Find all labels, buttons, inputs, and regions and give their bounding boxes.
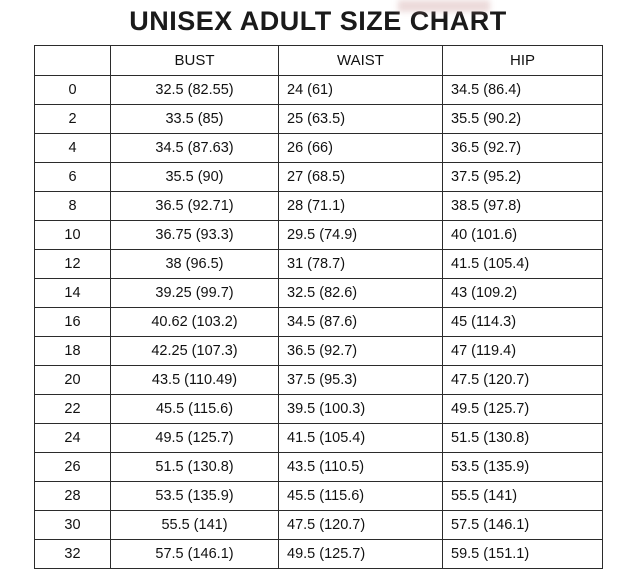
cell-bust: 49.5 (125.7) <box>111 424 279 453</box>
table-row <box>35 192 603 221</box>
table-row <box>35 366 603 395</box>
cell-waist: 26 (66) <box>279 134 443 163</box>
cell-hip: 53.5 (135.9) <box>443 453 603 482</box>
column-header-waist: WAIST <box>279 46 443 76</box>
table-row <box>35 424 603 453</box>
cell-hip: 38.5 (97.8) <box>443 192 603 221</box>
cell-hip: 36.5 (92.7) <box>443 134 603 163</box>
cell-size: 20 <box>35 366 111 395</box>
cell-hip: 47.5 (120.7) <box>443 366 603 395</box>
cell-size: 14 <box>35 279 111 308</box>
cell-size: 24 <box>35 424 111 453</box>
cell-size: 6 <box>35 163 111 192</box>
cell-bust: 33.5 (85) <box>111 105 279 134</box>
cell-hip: 55.5 (141) <box>443 482 603 511</box>
cell-waist: 34.5 (87.6) <box>279 308 443 337</box>
cell-waist: 39.5 (100.3) <box>279 395 443 424</box>
cell-waist: 24 (61) <box>279 76 443 105</box>
table-header-row <box>35 46 603 76</box>
cell-size: 10 <box>35 221 111 250</box>
table-row <box>35 337 603 366</box>
cell-hip: 51.5 (130.8) <box>443 424 603 453</box>
cell-waist: 47.5 (120.7) <box>279 511 443 540</box>
cell-hip: 49.5 (125.7) <box>443 395 603 424</box>
cell-waist: 25 (63.5) <box>279 105 443 134</box>
cell-waist: 43.5 (110.5) <box>279 453 443 482</box>
cell-waist: 41.5 (105.4) <box>279 424 443 453</box>
cell-waist: 37.5 (95.3) <box>279 366 443 395</box>
cell-hip: 57.5 (146.1) <box>443 511 603 540</box>
table-row <box>35 163 603 192</box>
table-row <box>35 105 603 134</box>
size-chart-table-wrapper <box>0 45 636 569</box>
cell-size: 8 <box>35 192 111 221</box>
cell-bust: 51.5 (130.8) <box>111 453 279 482</box>
cell-size: 28 <box>35 482 111 511</box>
cell-hip: 40 (101.6) <box>443 221 603 250</box>
table-row <box>35 76 603 105</box>
table-row <box>35 279 603 308</box>
table-row <box>35 395 603 424</box>
cell-waist: 27 (68.5) <box>279 163 443 192</box>
cell-bust: 36.5 (92.71) <box>111 192 279 221</box>
size-chart-table <box>34 45 603 569</box>
cell-size: 16 <box>35 308 111 337</box>
cell-waist: 45.5 (115.6) <box>279 482 443 511</box>
cell-hip: 35.5 (90.2) <box>443 105 603 134</box>
table-row <box>35 511 603 540</box>
cell-size: 12 <box>35 250 111 279</box>
table-row <box>35 482 603 511</box>
cell-bust: 38 (96.5) <box>111 250 279 279</box>
cell-size: 2 <box>35 105 111 134</box>
cell-size: 30 <box>35 511 111 540</box>
cell-hip: 34.5 (86.4) <box>443 76 603 105</box>
table-body <box>35 76 603 569</box>
table-row <box>35 134 603 163</box>
cell-waist: 29.5 (74.9) <box>279 221 443 250</box>
cell-bust: 32.5 (82.55) <box>111 76 279 105</box>
cell-bust: 55.5 (141) <box>111 511 279 540</box>
table-row <box>35 221 603 250</box>
cell-size: 26 <box>35 453 111 482</box>
table-row <box>35 250 603 279</box>
cell-hip: 37.5 (95.2) <box>443 163 603 192</box>
column-header-size <box>35 46 111 76</box>
cell-bust: 36.75 (93.3) <box>111 221 279 250</box>
cell-hip: 43 (109.2) <box>443 279 603 308</box>
cell-bust: 45.5 (115.6) <box>111 395 279 424</box>
cell-size: 18 <box>35 337 111 366</box>
cell-hip: 41.5 (105.4) <box>443 250 603 279</box>
cell-bust: 39.25 (99.7) <box>111 279 279 308</box>
column-header-hip: HIP <box>443 46 603 76</box>
cell-bust: 34.5 (87.63) <box>111 134 279 163</box>
cell-bust: 40.62 (103.2) <box>111 308 279 337</box>
cell-bust: 53.5 (135.9) <box>111 482 279 511</box>
cell-bust: 35.5 (90) <box>111 163 279 192</box>
cell-hip: 59.5 (151.1) <box>443 540 603 569</box>
cell-bust: 42.25 (107.3) <box>111 337 279 366</box>
cell-waist: 49.5 (125.7) <box>279 540 443 569</box>
cell-waist: 28 (71.1) <box>279 192 443 221</box>
cell-bust: 43.5 (110.49) <box>111 366 279 395</box>
cell-bust: 57.5 (146.1) <box>111 540 279 569</box>
column-header-bust: BUST <box>111 46 279 76</box>
cell-size: 4 <box>35 134 111 163</box>
cell-hip: 45 (114.3) <box>443 308 603 337</box>
cell-size: 0 <box>35 76 111 105</box>
cell-waist: 32.5 (82.6) <box>279 279 443 308</box>
table-row <box>35 453 603 482</box>
cell-size: 22 <box>35 395 111 424</box>
cell-hip: 47 (119.4) <box>443 337 603 366</box>
cell-waist: 31 (78.7) <box>279 250 443 279</box>
table-row <box>35 540 603 569</box>
cell-waist: 36.5 (92.7) <box>279 337 443 366</box>
table-header <box>35 46 603 76</box>
table-row <box>35 308 603 337</box>
page-title: UNISEX ADULT SIZE CHART <box>129 6 507 36</box>
cell-size: 32 <box>35 540 111 569</box>
